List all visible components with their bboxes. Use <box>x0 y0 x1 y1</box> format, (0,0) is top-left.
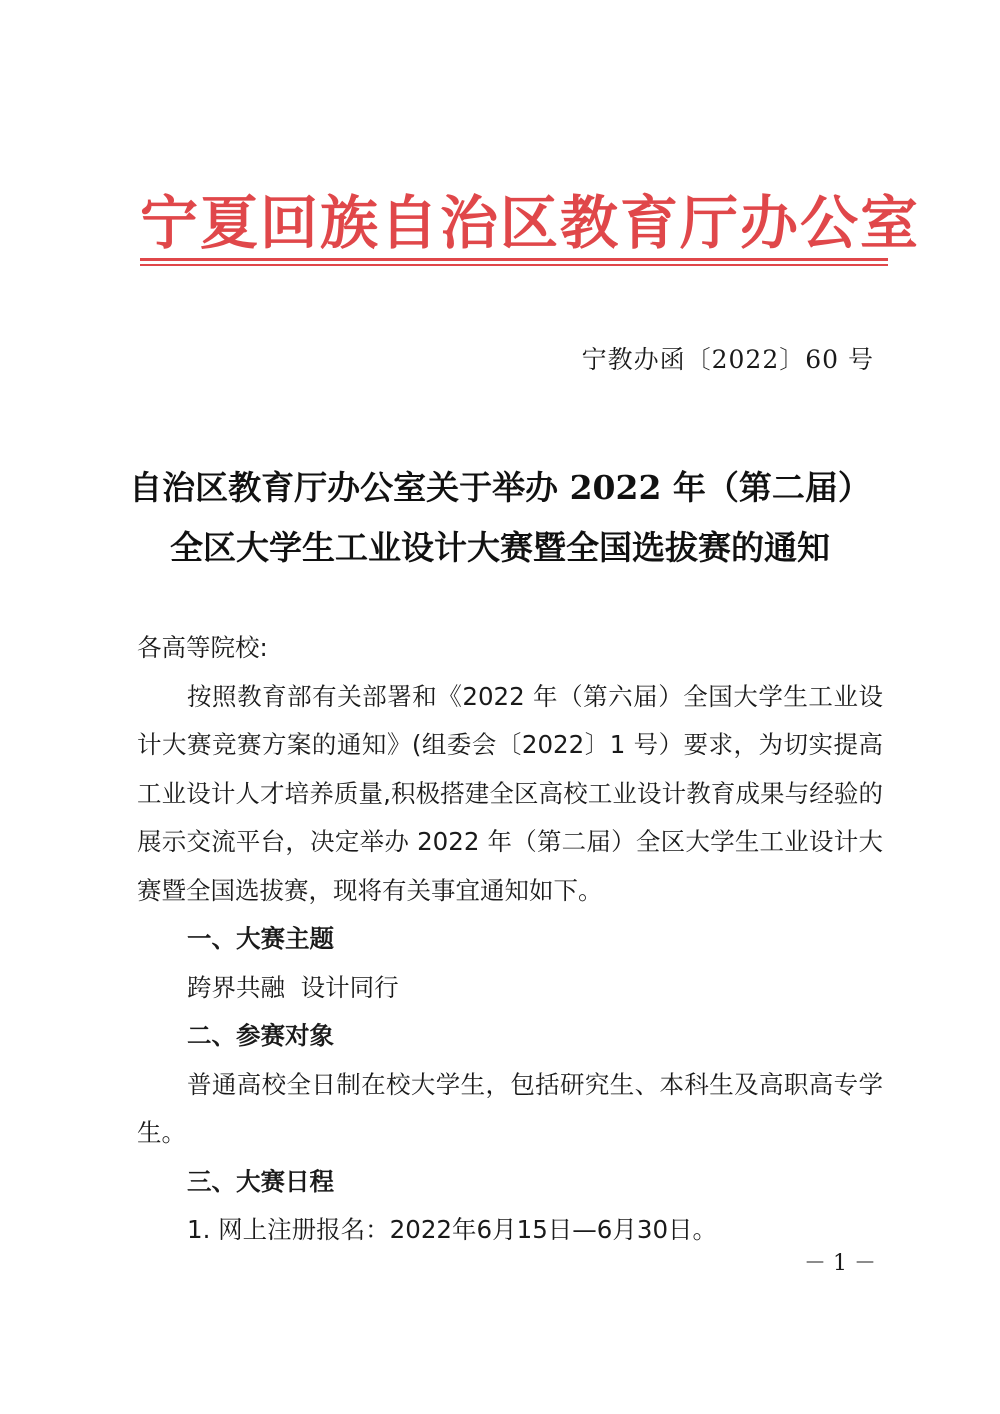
section-content-schedule: 1. 网上注册报名：2022年6月15日—6月30日。 <box>187 1215 718 1244</box>
document-number: 宁教办函〔2022〕60 号 <box>581 345 874 374</box>
section-content-theme: 跨界共融 设计同行 <box>187 972 399 1002</box>
intro-paragraph: 按照教育部有关部署和《2022 年（第六届）全国大学生工业设计大赛竞赛方案的通知》(组委会〔2022〕1 号）要求，为切实提高工业设计人才培养质量,积极搭建全区高校工业设计教育成果与经验的展示交流平台，决定举办 2022 年（第二届）全区大学生工业设计大赛暨全国选拔赛，现将有关事宜通知如下。 <box>137 681 883 905</box>
salutation: 各高等院校: <box>137 633 268 662</box>
document-title <box>100 458 900 578</box>
red-header-rule-thick <box>140 258 888 261</box>
page-number: － 1 － <box>804 1251 876 1276</box>
document-body <box>137 624 883 1255</box>
organization-header: 宁夏回族自治区教育厅办公室 <box>140 189 921 257</box>
document-title-line-2: 全区大学生工业设计大赛暨全国选拔赛的通知 <box>170 528 830 567</box>
red-header-rule-thin <box>140 264 888 266</box>
section-heading-participants: 二、参赛对象 <box>187 1021 334 1050</box>
document-title-line-1: 自治区教育厅办公室关于举办 2022 年（第二届） <box>129 468 871 507</box>
section-content-participants: 普通高校全日制在校大学生，包括研究生、本科生及高职高专学生。 <box>137 1069 883 1147</box>
section-heading-schedule: 三、大赛日程 <box>187 1166 334 1196</box>
section-heading-theme: 一、大赛主题 <box>187 924 334 953</box>
